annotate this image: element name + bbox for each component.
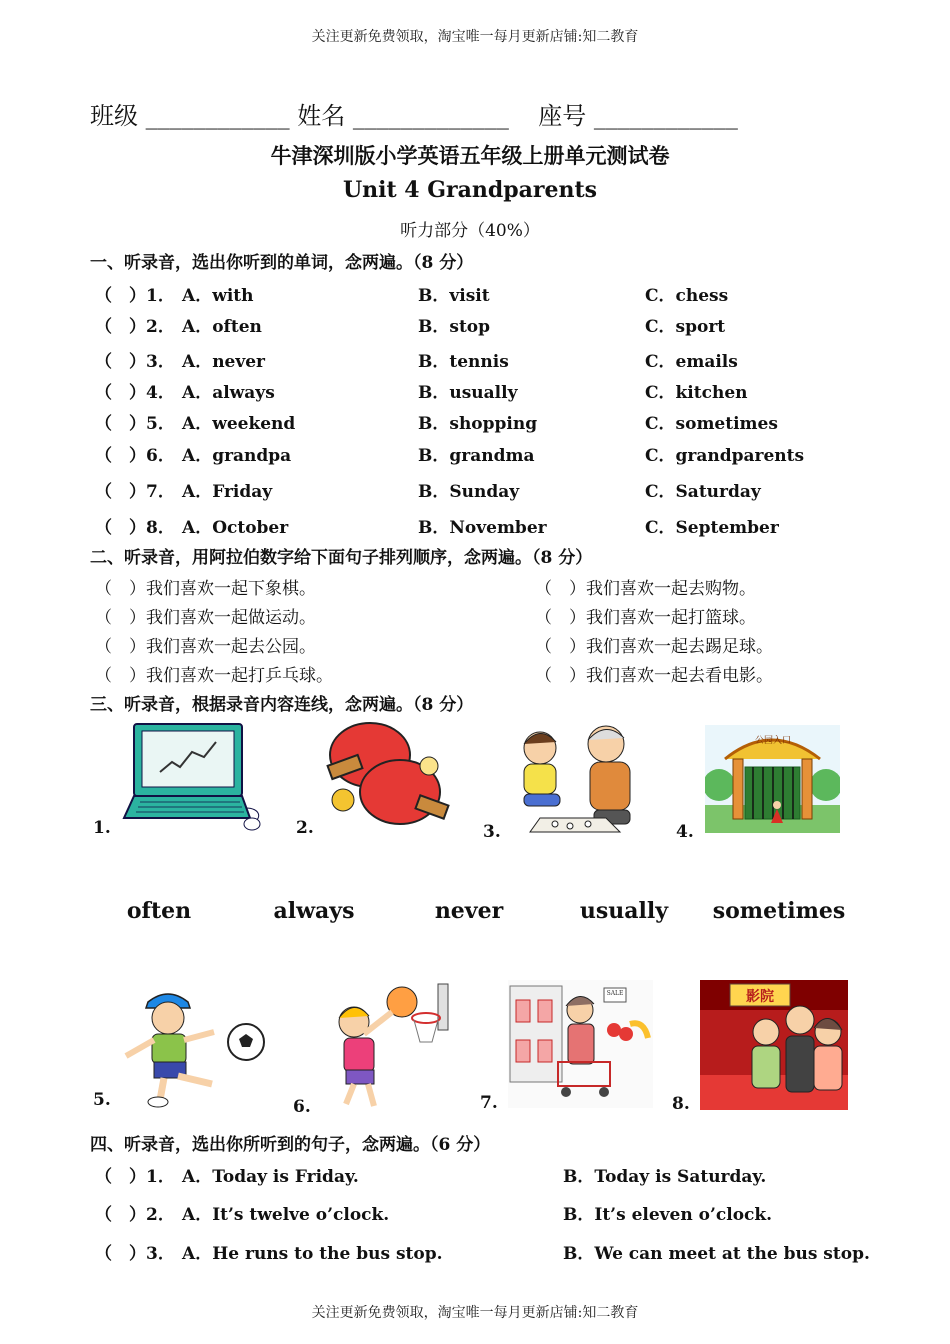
option-c[interactable]: C．emails bbox=[645, 352, 738, 372]
list-item bbox=[95, 1239, 870, 1264]
order-item[interactable]: （ ）我们喜欢一起打篮球。 bbox=[535, 608, 756, 628]
order-item[interactable]: （ ）我们喜欢一起打乒乓球。 bbox=[95, 666, 333, 686]
option-b[interactable]: B．visit bbox=[418, 286, 490, 306]
seat-blank[interactable]: ____________ bbox=[593, 102, 738, 130]
footer-note: 关注更新免费领取，淘宝唯一每月更新店铺:知二教育 bbox=[311, 1305, 639, 1321]
question-number[interactable]: （ ）7． bbox=[95, 482, 175, 502]
option-a[interactable]: A．October bbox=[182, 518, 289, 538]
question-number[interactable]: （ ）5． bbox=[95, 414, 175, 434]
picture-number: 1. bbox=[93, 818, 111, 838]
question-number[interactable]: （ ）3． bbox=[95, 352, 175, 372]
question-number[interactable]: （ ）3． bbox=[95, 1244, 175, 1264]
question-number[interactable]: （ ）1． bbox=[95, 1167, 175, 1187]
option-c[interactable]: C．sometimes bbox=[645, 414, 778, 434]
list-item bbox=[95, 378, 855, 402]
order-item[interactable]: （ ）我们喜欢一起下象棋。 bbox=[95, 579, 316, 599]
ping-pong-picture bbox=[325, 720, 450, 832]
shopping-picture bbox=[508, 980, 653, 1108]
list-item bbox=[95, 513, 855, 537]
question-number[interactable]: （ ）4． bbox=[95, 383, 175, 403]
park-gate-picture bbox=[705, 725, 840, 833]
option-a[interactable]: A．always bbox=[182, 383, 275, 403]
order-item[interactable]: （ ）我们喜欢一起去购物。 bbox=[535, 579, 756, 599]
order-item[interactable]: （ ）我们喜欢一起去踢足球。 bbox=[535, 637, 773, 657]
seat-label: 座号 bbox=[538, 102, 587, 130]
list-item bbox=[95, 347, 855, 371]
cinema-picture bbox=[700, 980, 848, 1110]
list-item bbox=[95, 1162, 855, 1186]
option-a[interactable]: A．Today is Friday. bbox=[182, 1167, 359, 1187]
option-a[interactable]: A．never bbox=[182, 352, 266, 372]
page-title: 牛津深圳版小学英语五年级上册单元测试卷 bbox=[270, 143, 670, 168]
laptop-picture bbox=[120, 722, 265, 832]
option-c[interactable]: C．sport bbox=[645, 317, 726, 337]
section2-heading: 二、听录音，用阿拉伯数字给下面句子排列顺序，念两遍。（8 分） bbox=[90, 548, 593, 568]
cinema-sign-text: 影院 bbox=[746, 989, 774, 1005]
option-b[interactable]: B．We can meet at the bus stop. bbox=[563, 1244, 870, 1264]
class-blank[interactable]: ____________ bbox=[145, 102, 290, 130]
frequency-word[interactable]: usually bbox=[579, 898, 669, 924]
option-c[interactable]: C．chess bbox=[645, 286, 729, 306]
picture-number: 6. bbox=[293, 1097, 311, 1117]
header-note: 关注更新免费领取，淘宝唯一每月更新店铺:知二教育 bbox=[311, 29, 639, 45]
option-a[interactable]: A．grandpa bbox=[182, 446, 292, 466]
picture-number: 4. bbox=[676, 822, 694, 842]
football-picture bbox=[120, 988, 270, 1108]
picture-number: 7. bbox=[480, 1093, 498, 1113]
list-item bbox=[95, 1200, 855, 1224]
picture-number: 2. bbox=[296, 818, 314, 838]
basketball-picture bbox=[322, 982, 452, 1112]
section4-heading: 四、听录音，选出你所听到的句子，念两遍。（6 分） bbox=[90, 1135, 491, 1155]
list-item bbox=[95, 441, 855, 465]
section3-heading: 三、听录音，根据录音内容连线，念两遍。（8 分） bbox=[90, 695, 474, 715]
student-info-line bbox=[90, 96, 738, 131]
question-number[interactable]: （ ）1． bbox=[95, 286, 175, 306]
option-c[interactable]: C．September bbox=[645, 518, 779, 538]
option-a[interactable]: A．It’s twelve o’clock. bbox=[182, 1205, 390, 1225]
option-a[interactable]: A．weekend bbox=[182, 414, 296, 434]
list-item bbox=[95, 409, 855, 433]
question-number[interactable]: （ ）8． bbox=[95, 518, 175, 538]
option-a[interactable]: A．often bbox=[182, 317, 262, 337]
class-label: 班级 bbox=[90, 102, 138, 130]
chess-with-grandpa-picture bbox=[510, 720, 650, 838]
option-c[interactable]: C．kitchen bbox=[645, 383, 748, 403]
option-b[interactable]: B．It’s eleven o’clock. bbox=[563, 1205, 773, 1225]
name-label: 姓名 bbox=[297, 102, 346, 130]
question-number[interactable]: （ ）6． bbox=[95, 446, 175, 466]
option-c[interactable]: C．Saturday bbox=[645, 482, 761, 502]
picture-number: 8. bbox=[672, 1094, 690, 1114]
name-blank[interactable]: _____________ bbox=[352, 102, 509, 130]
option-a[interactable]: A．Friday bbox=[182, 482, 273, 502]
option-b[interactable]: B．tennis bbox=[418, 352, 509, 372]
listening-part-label: 听力部分（40%） bbox=[400, 221, 540, 241]
section1-heading: 一、听录音，选出你听到的单词，念两遍。（8 分） bbox=[90, 253, 474, 273]
list-item bbox=[95, 477, 855, 501]
unit-title: Unit 4 Grandparents bbox=[342, 177, 598, 203]
frequency-word[interactable]: often bbox=[126, 898, 192, 924]
option-b[interactable]: B．usually bbox=[418, 383, 518, 403]
option-b[interactable]: B．Sunday bbox=[418, 482, 520, 502]
option-b[interactable]: B．stop bbox=[418, 317, 491, 337]
frequency-word[interactable]: never bbox=[434, 898, 504, 924]
order-item[interactable]: （ ）我们喜欢一起去看电影。 bbox=[535, 666, 773, 686]
list-item bbox=[95, 312, 855, 336]
picture-number: 3. bbox=[483, 822, 501, 842]
option-b[interactable]: B．November bbox=[418, 518, 547, 538]
option-b[interactable]: B．Today is Saturday. bbox=[563, 1167, 767, 1187]
question-number[interactable]: （ ）2． bbox=[95, 1205, 175, 1225]
frequency-word[interactable]: sometimes bbox=[712, 898, 846, 924]
park-sign-text: 公园入口 bbox=[754, 736, 791, 746]
picture-number: 5. bbox=[93, 1090, 111, 1110]
sale-sign-text: SALE bbox=[606, 990, 624, 997]
order-item[interactable]: （ ）我们喜欢一起去公园。 bbox=[95, 637, 316, 657]
list-item bbox=[95, 281, 855, 305]
option-a[interactable]: A．with bbox=[182, 286, 254, 306]
option-c[interactable]: C．grandparents bbox=[645, 446, 805, 466]
option-a[interactable]: A．He runs to the bus stop. bbox=[182, 1244, 443, 1264]
option-b[interactable]: B．shopping bbox=[418, 414, 538, 434]
order-item[interactable]: （ ）我们喜欢一起做运动。 bbox=[95, 608, 316, 628]
frequency-word[interactable]: always bbox=[273, 898, 355, 924]
option-b[interactable]: B．grandma bbox=[418, 446, 535, 466]
question-number[interactable]: （ ）2． bbox=[95, 317, 175, 337]
